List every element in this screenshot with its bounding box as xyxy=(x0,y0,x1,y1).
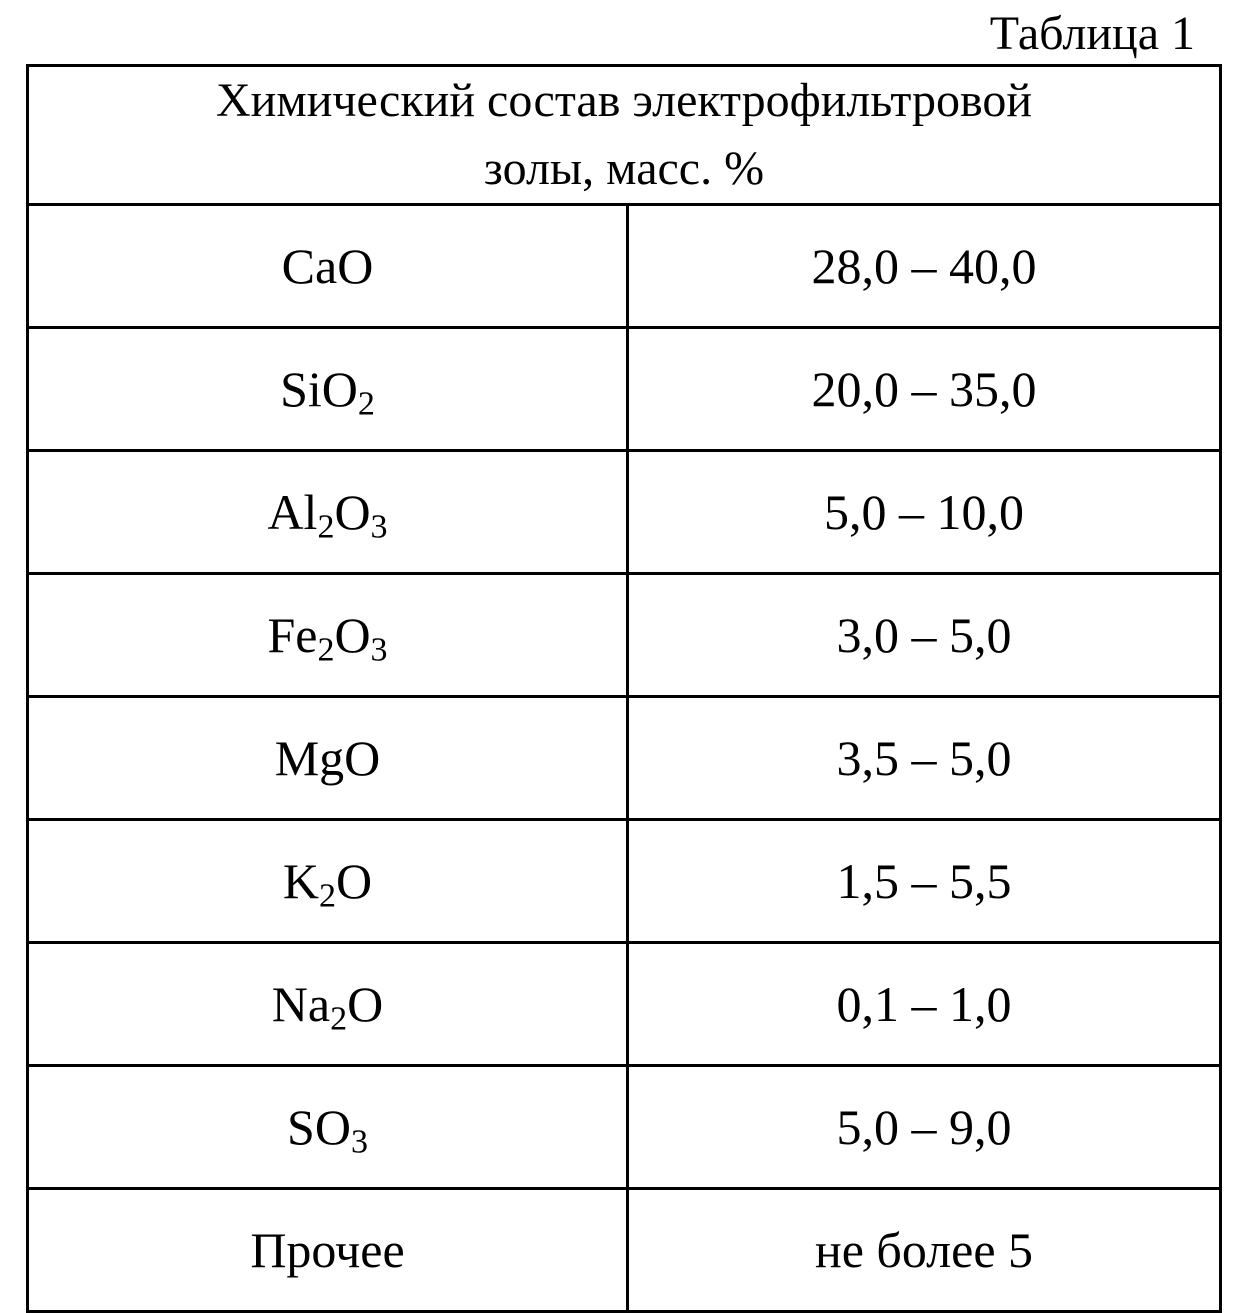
table-number-label: Таблица 1 xyxy=(989,7,1195,60)
formula-text: MgO xyxy=(274,730,381,786)
formula-text: O xyxy=(347,976,384,1032)
table-header-row xyxy=(28,66,1221,205)
formula-text: K xyxy=(282,853,319,909)
component-cell xyxy=(28,820,628,943)
mass-percent-cell: 5,0 – 10,0 xyxy=(628,451,1221,574)
component-cell xyxy=(28,943,628,1066)
header-line-2: золы, масс. % xyxy=(483,142,765,195)
formula-subscript: 3 xyxy=(350,1123,368,1161)
table-row xyxy=(28,451,1221,574)
formula-subscript: 2 xyxy=(317,631,335,669)
component-cell xyxy=(28,328,628,451)
component-cell xyxy=(28,1189,628,1312)
header-line-1: Химический состав электрофильтровой xyxy=(215,74,1033,127)
mass-percent-cell: не более 5 xyxy=(628,1189,1221,1312)
mass-percent-cell: 20,0 – 35,0 xyxy=(628,328,1221,451)
table-body xyxy=(28,66,1221,1312)
formula-text: O xyxy=(334,607,371,663)
formula-text: Прочее xyxy=(250,1222,405,1278)
table-row xyxy=(28,1066,1221,1189)
table-row xyxy=(28,205,1221,328)
table-row xyxy=(28,574,1221,697)
mass-percent-cell: 0,1 – 1,0 xyxy=(628,943,1221,1066)
formula-text: Fe xyxy=(267,607,318,663)
mass-percent-cell: 3,5 – 5,0 xyxy=(628,697,1221,820)
mass-percent-cell: 1,5 – 5,5 xyxy=(628,820,1221,943)
chemical-composition-table xyxy=(26,64,1222,1313)
table-row xyxy=(28,328,1221,451)
table-row xyxy=(28,943,1221,1066)
component-cell xyxy=(28,574,628,697)
component-cell xyxy=(28,451,628,574)
table-row xyxy=(28,697,1221,820)
formula-subscript: 2 xyxy=(330,1000,348,1038)
table-row xyxy=(28,820,1221,943)
component-cell xyxy=(28,205,628,328)
mass-percent-cell: 3,0 – 5,0 xyxy=(628,574,1221,697)
mass-percent-cell: 5,0 – 9,0 xyxy=(628,1066,1221,1189)
formula-subscript: 3 xyxy=(370,508,388,546)
table-row xyxy=(28,1189,1221,1312)
formula-subscript: 2 xyxy=(319,877,336,915)
component-cell xyxy=(28,697,628,820)
component-cell xyxy=(28,1066,628,1189)
formula-text: O xyxy=(336,853,373,909)
formula-subscript: 2 xyxy=(317,508,335,546)
formula-subscript: 2 xyxy=(357,385,375,423)
formula-text: Na xyxy=(271,976,331,1032)
formula-subscript: 3 xyxy=(370,631,388,669)
formula-text: Al xyxy=(267,484,318,540)
formula-text: SO xyxy=(287,1099,351,1155)
mass-percent-cell: 28,0 – 40,0 xyxy=(628,205,1221,328)
formula-text: O xyxy=(334,484,371,540)
formula-text: SiO xyxy=(280,361,358,417)
table-header-cell xyxy=(28,66,1221,205)
formula-text: CaO xyxy=(281,238,374,294)
